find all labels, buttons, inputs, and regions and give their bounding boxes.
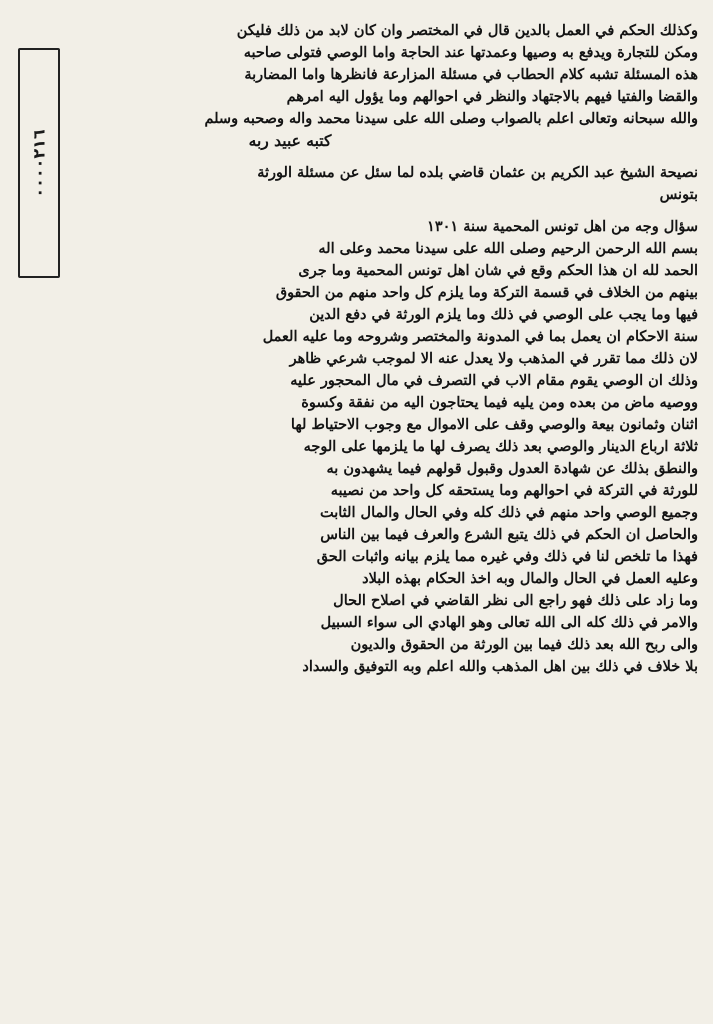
text-line: والقضا والفتيا فيهم بالاجتهاد والنظر في احوالهم وما يؤول اليه امرهم — [286, 88, 698, 105]
text-line: فيها وما يجب على الوصي في ذلك وما يلزم الورثة في دفع الدين — [309, 306, 698, 323]
text-line: بسم الله الرحمن الرحيم وصلى الله على سيدنا محمد وعلى اله — [318, 240, 698, 257]
manuscript-body — [62, 20, 698, 678]
text-line: للورثة في التركة في احوالهم وما يستحقه كل واحد من نصيبه — [330, 482, 698, 499]
text-line: نصيحة الشيخ عبد الكريم بن عثمان قاضي بلده لما سئل عن مسئلة الورثة — [257, 164, 698, 181]
text-line: بينهم من الخلاف في قسمة التركة وما يلزم كل واحد منهم من الحقوق — [275, 284, 698, 301]
text-line: الحمد لله ان هذا الحكم وقع في شان اهل تونس المحمية وما جرى — [298, 262, 698, 279]
paragraph-2 — [62, 162, 698, 206]
text-line: كتبه عبيد ربه — [248, 131, 332, 150]
text-line: سنة الاحكام ان يعمل بما في المدونة والمختصر وشروحه وما عليه العمل — [262, 328, 698, 345]
paragraph-4 — [62, 238, 698, 678]
text-line: ثلاثة ارباع الدينار والوصي بعد ذلك يصرف لها ما يلزمها على الوجه — [303, 438, 698, 455]
text-line: بلا خلاف في ذلك بين اهل المذهب والله اعلم وبه التوفيق والسداد — [302, 658, 698, 675]
text-line: فهذا ما تلخص لنا في ذلك وفي غيره مما يلزم بيانه واثبات الحق — [316, 548, 698, 565]
archive-stamp-number: ٠٠٠٠٢١٦ — [29, 128, 49, 198]
paragraph-1 — [62, 20, 698, 152]
text-line: والنطق بذلك عن شهادة العدول وقبول قولهم فيما يشهدون به — [326, 460, 698, 477]
text-line: هذه المسئلة تشبه كلام الحطاب في مسئلة المزارعة فانظرها واما المضاربة — [244, 66, 698, 83]
text-line: ووصيه ماض من بعده ومن يليه فيما يحتاجون اليه من نفقة وكسوة — [301, 394, 698, 411]
text-line: والحاصل ان الحكم في ذلك يتبع الشرع والعرف فيما بين الناس — [320, 526, 698, 543]
text-line: وما زاد على ذلك فهو راجع الى نظر القاضي في اصلاح الحال — [333, 592, 698, 609]
text-line: وجميع الوصي واحد منهم في ذلك كله وفي الحال والمال الثابت — [319, 504, 698, 521]
text-line: بتونس — [659, 186, 698, 203]
paragraph-3 — [62, 216, 698, 238]
text-line: والامر في ذلك كله الى الله تعالى وهو الهادي الى سواء السبيل — [320, 614, 698, 631]
text-line: والله سبحانه وتعالى اعلم بالصواب وصلى الله على سيدنا محمد واله وصحبه وسلم — [204, 110, 698, 127]
text-line: والى ربح الله بعد ذلك فيما بين الورثة من الحقوق والديون — [350, 636, 698, 653]
text-line: ومكن للتجارة ويدفع به وصيها وعمدتها عند الحاجة واما الوصي فتولى صاحبه — [243, 44, 698, 61]
archive-stamp — [18, 48, 60, 278]
text-line: وكذلك الحكم في العمل بالدين قال في المختصر وان كان لابد من ذلك فليكن — [236, 22, 698, 39]
text-line: وعليه العمل في الحال والمال وبه اخذ الحكام بهذه البلاد — [362, 570, 698, 587]
text-line: لان ذلك مما تقرر في المذهب ولا يعدل عنه الا لموجب شرعي ظاهر — [289, 350, 698, 367]
text-line: اثنان وثمانون بيعة والوصي وقف على الاموال مع وجوب الاحتياط لها — [290, 416, 698, 433]
text-line: وذلك ان الوصي يقوم مقام الاب في التصرف في مال المحجور عليه — [290, 372, 698, 389]
text-line: سؤال وجه من اهل تونس المحمية سنة ١٣٠١ — [427, 218, 698, 235]
